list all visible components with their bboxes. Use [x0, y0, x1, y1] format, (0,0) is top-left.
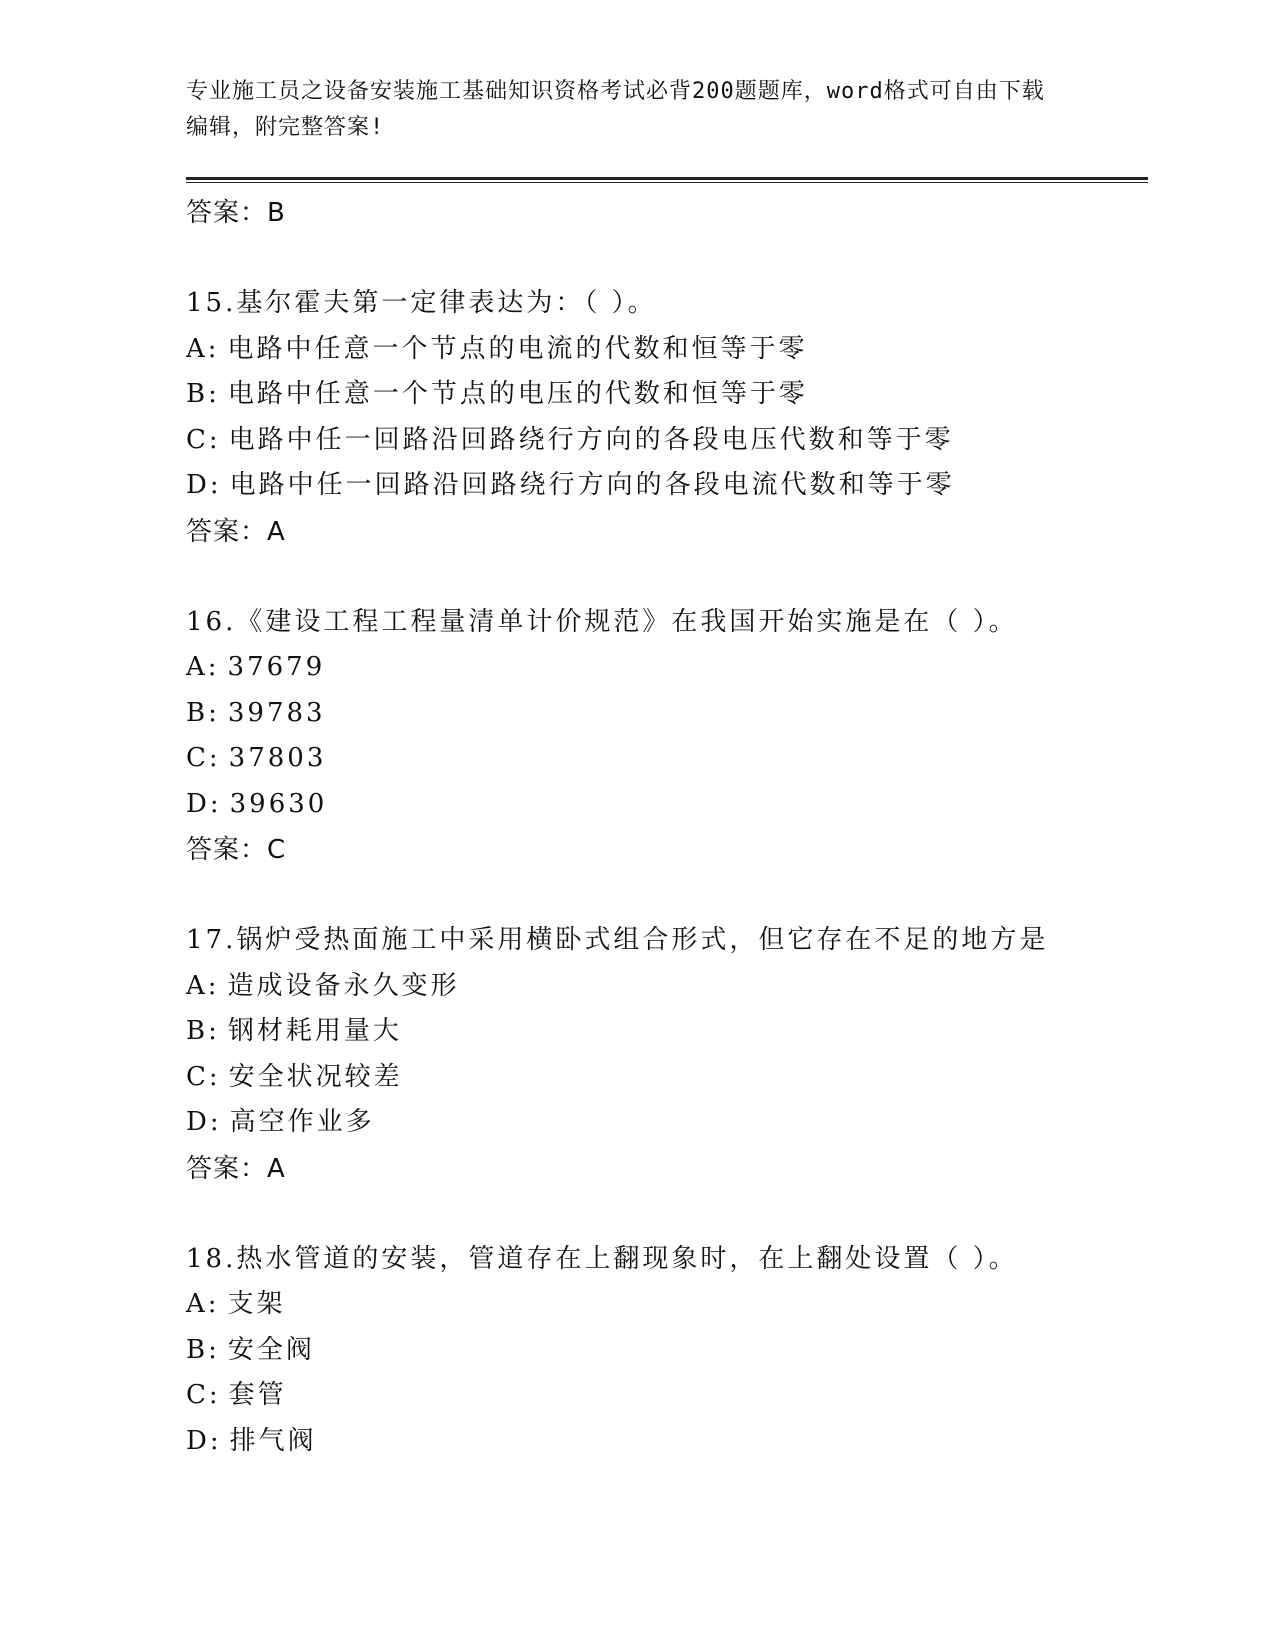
question-stem [186, 281, 1148, 327]
option-letter: D [186, 788, 210, 819]
option-text: 电路中任意一个节点的电压的代数和恒等于零 [227, 379, 808, 409]
option-text: 高空作业多 [229, 1107, 375, 1137]
option-separator: : [207, 333, 220, 364]
option-b [186, 372, 1148, 418]
option-separator: : [207, 652, 220, 682]
question-stem [186, 600, 1148, 646]
option-letter: C [186, 424, 209, 455]
option-text: 钢材耗用量大 [227, 1016, 402, 1046]
option-separator: : [208, 1061, 221, 1092]
option-text: 电路中任意一个节点的电流的代数和恒等于零 [227, 333, 808, 364]
question-text: 基尔霍夫第一定律表达为：（ ）。 [236, 288, 657, 318]
option-c [186, 736, 1148, 782]
option-b [186, 691, 1148, 737]
option-text: 电路中任一回路沿回路绕行方向的各段电压代数和等于零 [228, 424, 954, 455]
option-c [186, 1373, 1148, 1419]
option-letter: D [186, 1425, 210, 1456]
option-c [186, 418, 1148, 464]
option-separator: : [208, 743, 221, 773]
question-text: 锅炉受热面施工中采用横卧式组合形式，但它存在不足的地方是 [236, 925, 1049, 955]
option-letter: B [186, 1016, 209, 1046]
option-letter: D [186, 470, 210, 500]
answer-value: B [267, 198, 286, 228]
question-stem [186, 918, 1148, 964]
header-divider-thin [186, 182, 1148, 183]
option-a [186, 964, 1148, 1010]
option-b [186, 1328, 1148, 1374]
option-b [186, 1009, 1148, 1055]
option-separator: : [209, 788, 222, 819]
option-text: 电路中任一回路沿回路绕行方向的各段电流代数和等于零 [229, 470, 955, 500]
answer-line [186, 190, 1148, 236]
question-text: 热水管道的安装，管道存在上翻现象时，在上翻处设置（ ）。 [236, 1243, 1018, 1274]
option-letter: B [186, 379, 209, 409]
option-d [186, 1100, 1148, 1146]
answer-line [186, 827, 1148, 873]
question-number: 15. [186, 288, 237, 318]
answer-value: C [267, 835, 287, 865]
option-text: 排气阀 [229, 1425, 317, 1456]
option-d [186, 1419, 1148, 1465]
question-number: 17. [186, 925, 237, 955]
option-letter: B [186, 1334, 209, 1365]
option-separator: : [208, 1380, 221, 1410]
header-divider-thick [186, 177, 1148, 180]
option-letter: A [186, 1289, 208, 1319]
option-letter: A [186, 970, 208, 1001]
option-letter: A [186, 333, 208, 364]
option-text: 39783 [227, 697, 326, 728]
answer-line [186, 509, 1148, 555]
option-separator: : [208, 697, 220, 728]
answer-label: 答案： [186, 198, 268, 228]
option-d [186, 782, 1148, 828]
option-letter: C [186, 1380, 209, 1410]
option-text: 套管 [228, 1380, 287, 1410]
option-separator: : [208, 1334, 220, 1365]
question-number: 16. [186, 606, 237, 637]
option-text: 支架 [227, 1289, 286, 1319]
option-letter: A [186, 652, 208, 682]
answer-line [186, 1146, 1148, 1192]
option-separator: : [209, 1425, 222, 1456]
option-letter: C [186, 743, 209, 773]
option-c [186, 1055, 1148, 1101]
answer-value: A [267, 516, 286, 547]
option-letter: D [186, 1107, 210, 1137]
option-text: 安全状况较差 [228, 1061, 403, 1092]
option-d [186, 463, 1148, 509]
option-separator: : [209, 470, 222, 500]
question-list [186, 190, 1148, 1464]
page-header [186, 74, 1066, 146]
answer-label: 答案： [186, 516, 268, 547]
option-separator: : [209, 1107, 222, 1137]
answer-label: 答案： [186, 835, 268, 865]
option-separator: : [207, 970, 220, 1001]
answer-value: A [267, 1153, 286, 1184]
option-letter: B [186, 697, 209, 728]
option-text: 37679 [227, 652, 326, 682]
document-title: 专业施工员之设备安装施工基础知识资格考试必背200题题库，word格式可自由下载编辑，附完整答案! [186, 79, 1045, 140]
option-text: 造成设备永久变形 [227, 970, 460, 1001]
option-a [186, 327, 1148, 373]
option-a [186, 1282, 1148, 1328]
option-text: 39630 [229, 788, 328, 819]
option-a [186, 645, 1148, 691]
option-separator: : [207, 1289, 220, 1319]
question-number: 18. [186, 1243, 237, 1274]
question-stem [186, 1237, 1148, 1283]
answer-label: 答案： [186, 1153, 268, 1184]
option-text: 安全阀 [227, 1334, 315, 1365]
question-text: 《建设工程工程量清单计价规范》在我国开始实施是在（ ）。 [236, 606, 1018, 637]
option-separator: : [208, 379, 220, 409]
option-letter: C [186, 1061, 209, 1092]
option-text: 37803 [228, 743, 327, 773]
option-separator: : [208, 424, 221, 455]
option-separator: : [208, 1016, 220, 1046]
